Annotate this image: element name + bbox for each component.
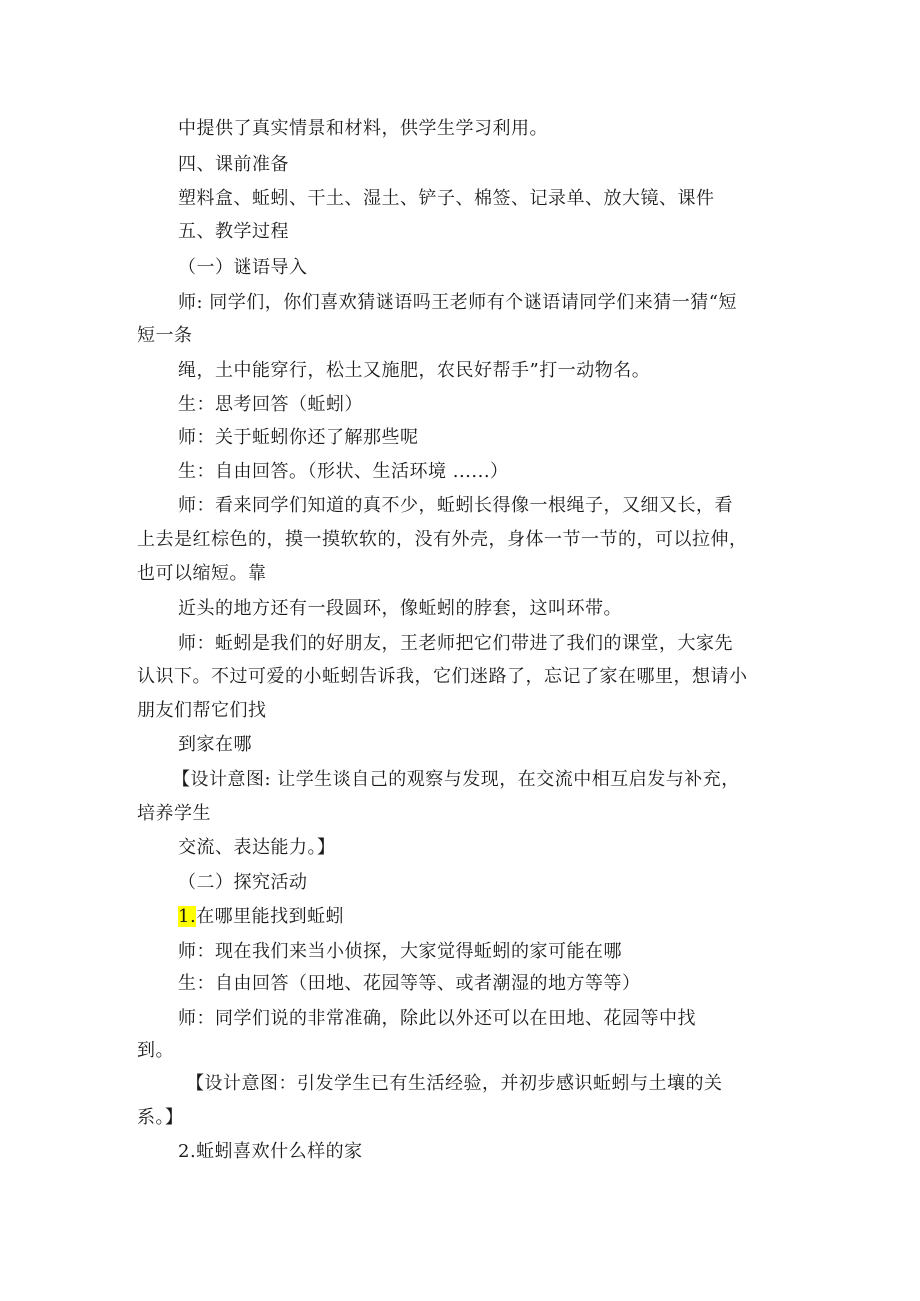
design-intent-note: 【设计意图：引发学生已有生活经验，并初步感识蚯蚓与土壤的关 bbox=[186, 1073, 723, 1094]
activity-heading-text: 在哪里能找到蚯蚓 bbox=[196, 906, 345, 927]
text-line: 生：自由回答（田地、花园等等、或者潮湿的地方等等） bbox=[178, 973, 641, 994]
text-line: 塑料盒、蚯蚓、干土、湿土、铲子、棉签、记录单、放大镜、课件 bbox=[178, 188, 715, 209]
design-intent-note: 【设计意图: 让学生谈自己的观察与发现，在交流中相互启发与补充， bbox=[172, 769, 740, 790]
highlighted-number: 1. bbox=[178, 906, 197, 927]
subsection-heading: （二）探究活动 bbox=[178, 872, 308, 893]
text-line: 中提供了真实情景和材料，供学生学习利用。 bbox=[178, 118, 548, 139]
text-line: 师：现在我们来当小侦探，大家觉得蚯蚓的家可能在哪 bbox=[178, 941, 622, 962]
text-line: 上去是红棕色的，摸一摸软软的，没有外壳，身体一节一节的，可以拉伸， bbox=[137, 529, 748, 550]
activity-heading: 2.蚯蚓喜欢什么样的家 bbox=[178, 1141, 363, 1162]
text-line: 到家在哪 bbox=[178, 734, 252, 755]
text-line: 师：同学们说的非常准确，除此以外还可以在田地、花园等中找 bbox=[178, 1008, 696, 1029]
text-line: 生：思考回答（蚯蚓） bbox=[178, 394, 363, 415]
text-line: 师：关于蚯蚓你还了解那些呢 bbox=[178, 427, 419, 448]
text-line: 绳，土中能穿行，松土又施肥，农民好帮手”打一动物名。 bbox=[178, 360, 651, 381]
text-line: 到。 bbox=[137, 1040, 174, 1061]
text-line: 朋友们帮它们找 bbox=[137, 700, 267, 721]
subsection-heading: （一）谜语导入 bbox=[178, 257, 308, 278]
text-line: 也可以缩短。靠 bbox=[137, 563, 267, 584]
design-intent-note: 系。】 bbox=[137, 1107, 184, 1128]
design-intent-note: 培养学生 bbox=[137, 803, 211, 824]
design-intent-note: 交流、表达能力。】 bbox=[178, 837, 336, 858]
text-line: 师：蚯蚓是我们的好朋友，王老师把它们带进了我们的课堂，大家先 bbox=[178, 633, 733, 654]
text-line: 近头的地方还有一段圆环，像蚯蚓的脖套，这叫环带。 bbox=[178, 598, 622, 619]
text-line: 认识下。不过可爱的小蚯蚓告诉我，它们迷路了，忘记了家在哪里，想请小 bbox=[137, 666, 748, 687]
section-heading: 五、教学过程 bbox=[178, 221, 289, 242]
section-heading: 四、课前准备 bbox=[178, 154, 289, 175]
text-line: 师：看来同学们知道的真不少，蚯蚓长得像一根绳子，又细又长，看 bbox=[178, 495, 733, 516]
text-line: 短一条 bbox=[137, 325, 193, 346]
activity-heading bbox=[178, 905, 344, 929]
text-line: 生：自由回答。（形状、生活环境 ......） bbox=[178, 461, 509, 482]
text-line: 师: 同学们，你们喜欢猜谜语吗王老师有个谜语请同学们来猜一猜“短 bbox=[178, 292, 737, 313]
